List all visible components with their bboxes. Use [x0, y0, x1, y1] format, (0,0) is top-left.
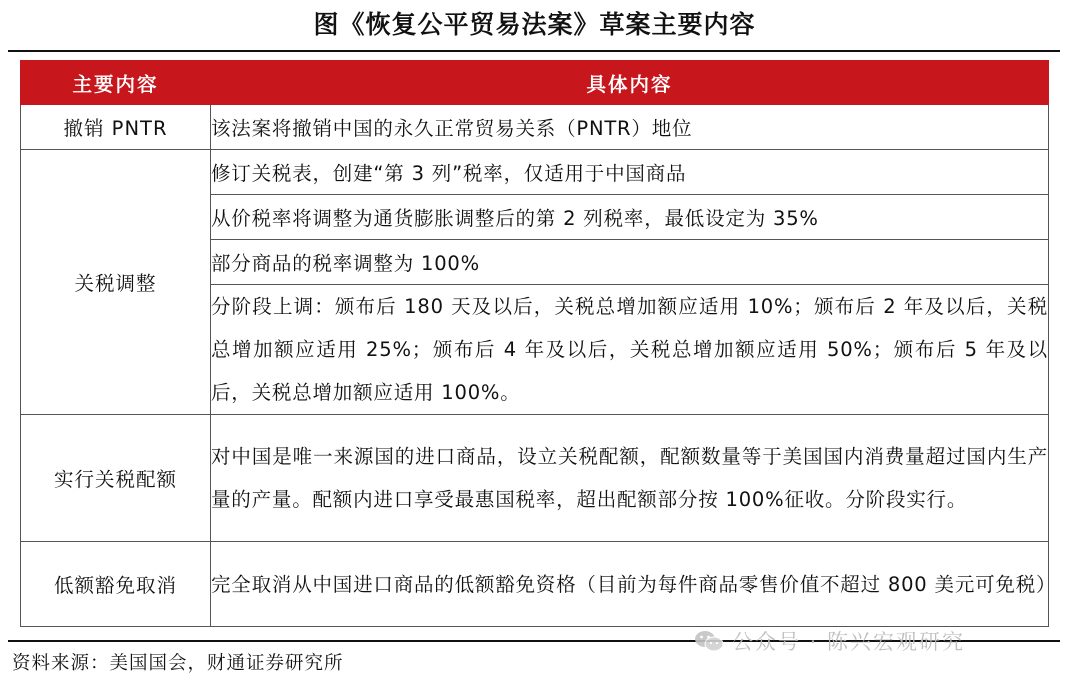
row-content: 对中国是唯一来源国的进口商品，设立关税配额，配额数量等于美国国内消费量超过国内生产量的产量。配额内进口享受最惠国税率，超出配额部分按 100%征收。分阶段实行。	[211, 415, 1049, 542]
content-table	[20, 60, 1057, 627]
wechat-icon	[694, 629, 724, 653]
source-note: 资料来源：美国国会，财通证券研究所	[12, 653, 344, 674]
header-cell-detail: 具体内容	[211, 61, 1049, 105]
watermark	[694, 624, 965, 658]
row-content: 部分商品的税率调整为 100%	[211, 240, 1049, 285]
table-row	[21, 415, 1049, 542]
table-row	[21, 105, 1049, 150]
figure-title: 图《恢复公平贸易法案》草案主要内容	[313, 10, 756, 39]
row-label: 撤销 PNTR	[21, 105, 211, 150]
table-row	[21, 542, 1049, 627]
header-cell-main: 主要内容	[21, 61, 211, 105]
row-label: 实行关税配额	[21, 415, 211, 542]
table-row	[21, 150, 1049, 195]
row-label: 关税调整	[21, 150, 211, 415]
row-content: 修订关税表，创建“第 3 列”税率，仅适用于中国商品	[211, 150, 1049, 195]
row-content: 分阶段上调：颁布后 180 天及以后，关税总增加额应适用 10%；颁布后 2 年及以后，关税总增加额应适用 25%；颁布后 4 年及以后，关税总增加额应适用 50%；颁布后 5 年及以后，关税总增加额应适用 100%。	[211, 285, 1049, 415]
row-content: 该法案将撤销中国的永久正常贸易关系（PNTR）地位	[211, 105, 1049, 150]
row-label: 低额豁免取消	[21, 542, 211, 627]
row-content: 完全取消从中国进口商品的低额豁免资格（目前为每件商品零售价值不超过 800 美元可免税）	[211, 542, 1049, 627]
watermark-text: 公众号 · 陈兴宏观研究	[732, 630, 966, 654]
row-content: 从价税率将调整为通货膨胀调整后的第 2 列税率，最低设定为 35%	[211, 195, 1049, 240]
table-header-row	[21, 61, 1049, 105]
top-rule	[8, 50, 1060, 52]
